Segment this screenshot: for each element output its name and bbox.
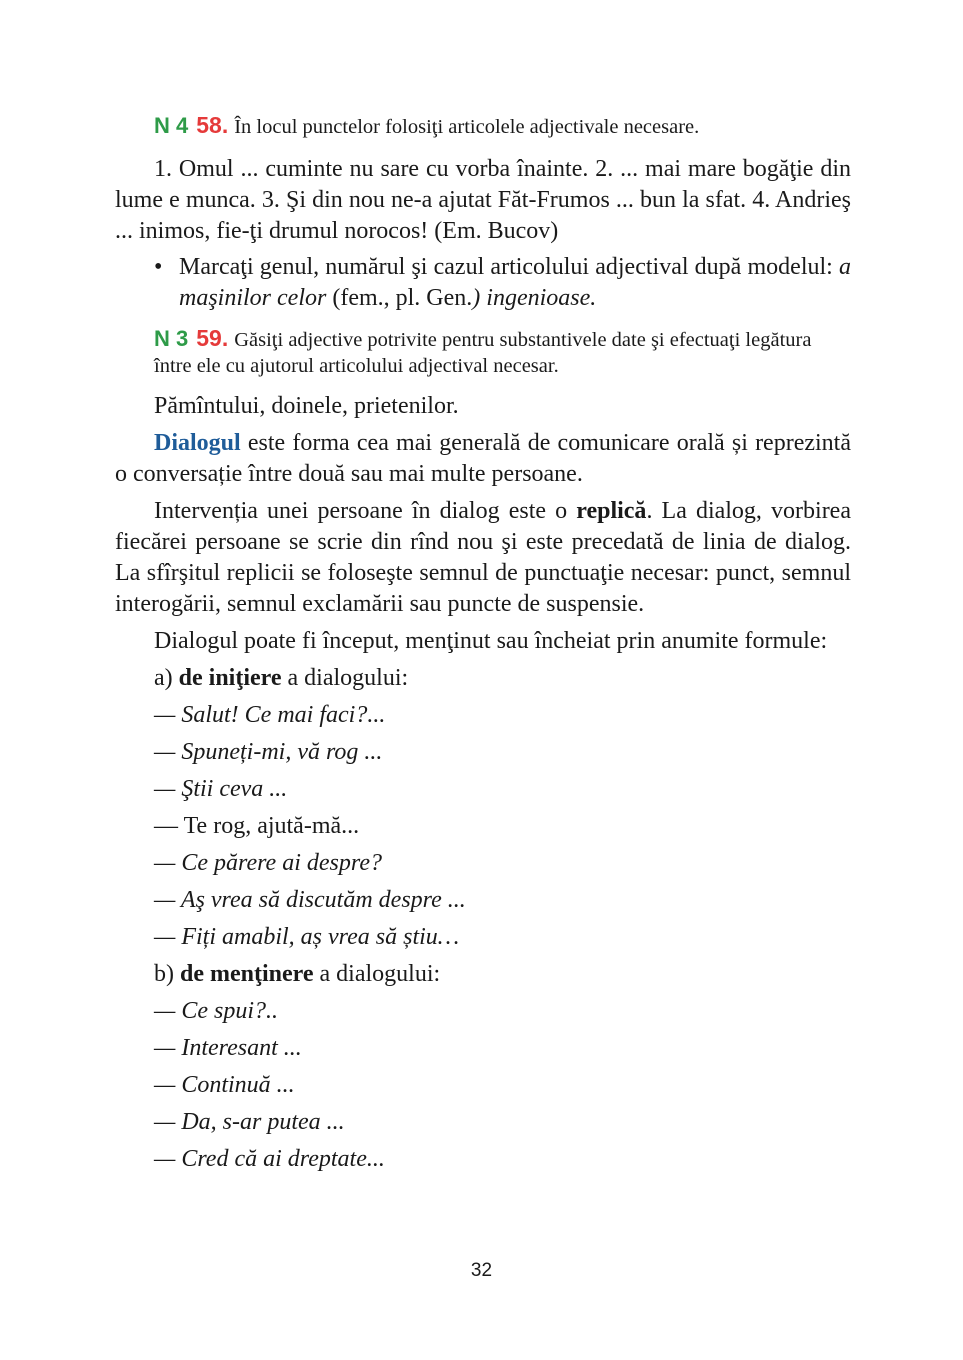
exercise-number: 58. — [196, 112, 229, 138]
exercise-59-words: Pămîntului, doinele, prietenilor. — [154, 393, 459, 419]
bullet-text: Marcaţi genul, numărul şi cazul articolului adjectival după modelul: — [179, 254, 839, 280]
formula-line: — Fiți amabil, aș vrea să știu… — [154, 924, 460, 950]
section-label: b) — [154, 961, 180, 987]
exercise-instruction: Găsiţi adjective potrivite pentru substantivele date şi efectuaţi legătura între ele cu ajutorul articolului adjectival necesar. — [154, 329, 812, 377]
exercise-59-heading — [115, 325, 851, 379]
page-number: 32 — [470, 1260, 493, 1281]
formula-line: — Spuneți-mi, vă rog ... — [154, 739, 383, 765]
formula-line: — Da, s-ar putea ... — [154, 1109, 345, 1135]
formula-line: — Cred că ai dreptate... — [154, 1146, 385, 1172]
exercise-58-heading — [115, 112, 851, 140]
exercise-58-text: 1. Omul ... cuminte nu sare cu vorba înainte. 2. ... mai mare bogăţie din lume e munca. 3. Şi din nou ne-a ajutat Făt-Frumos ... bun la sfat. 4. Andrieş ... inimos, fie-ţi drumul norocos! (Em. Bucov) — [115, 156, 851, 244]
bullet-task — [115, 252, 851, 314]
formulas-intro: Dialogul poate fi început, menţinut sau încheiat prin anumite formule: — [154, 628, 828, 654]
level-badge: N 3 — [154, 326, 189, 351]
exercise-instruction: În locul punctelor folosiţi articolele adjectivale necesare. — [234, 116, 700, 138]
section-term: de iniţiere — [178, 665, 282, 691]
formula-line: — Salut! Ce mai faci?... — [154, 702, 386, 728]
section-term: de menţinere — [180, 961, 314, 987]
formula-line: — Ştii ceva ... — [154, 776, 288, 802]
section-b-heading — [115, 959, 851, 990]
definition-text: Intervenția unei persoane în dialog este o — [154, 498, 577, 524]
formula-line: — Ce spui?.. — [154, 998, 279, 1024]
formula-line: — Continuă ... — [154, 1072, 295, 1098]
level-badge: N 4 — [154, 113, 189, 138]
definition-replica — [115, 496, 851, 620]
bullet-icon: • — [154, 254, 163, 280]
formula-line: — Aş vrea să discutăm despre ... — [154, 887, 466, 913]
term-replica: replică — [576, 498, 647, 524]
model-grammar: (fem., pl. Gen. — [326, 285, 473, 311]
exercise-number: 59. — [196, 325, 229, 351]
definition-text: . La dialog, vorbirea fiecărei persoane se scrie din rînd nou şi este precedată de linia de dialog. La sfîrşitul replicii se foloseşte semnul de punctuaţie necesar: punct, semnul interogării, semnul exclamării sau puncte de suspensie. — [115, 498, 851, 617]
model-example-noun: ingenioase. — [480, 285, 597, 311]
section-label: a) — [154, 665, 179, 691]
model-paren-close: ) — [472, 285, 481, 311]
formulas-a-list — [115, 700, 851, 953]
formula-line: — Ce părere ai despre? — [154, 850, 382, 876]
section-text: a dialogului: — [281, 665, 409, 691]
definition-text: este forma cea mai generală de comunicare orală și reprezintă o conversație între două sau mai multe persoane. — [115, 430, 851, 487]
model-example: a maşinilor celor — [179, 254, 851, 311]
section-a-heading — [115, 663, 851, 694]
term-dialogul: Dialogul — [154, 430, 241, 456]
page-content — [115, 110, 851, 1175]
formula-line: — Te rog, ajută-mă... — [154, 813, 360, 839]
section-text: a dialogului: — [313, 961, 441, 987]
formulas-b-list — [115, 996, 851, 1175]
definition-dialog — [115, 428, 851, 490]
formula-line: — Interesant ... — [154, 1035, 302, 1061]
